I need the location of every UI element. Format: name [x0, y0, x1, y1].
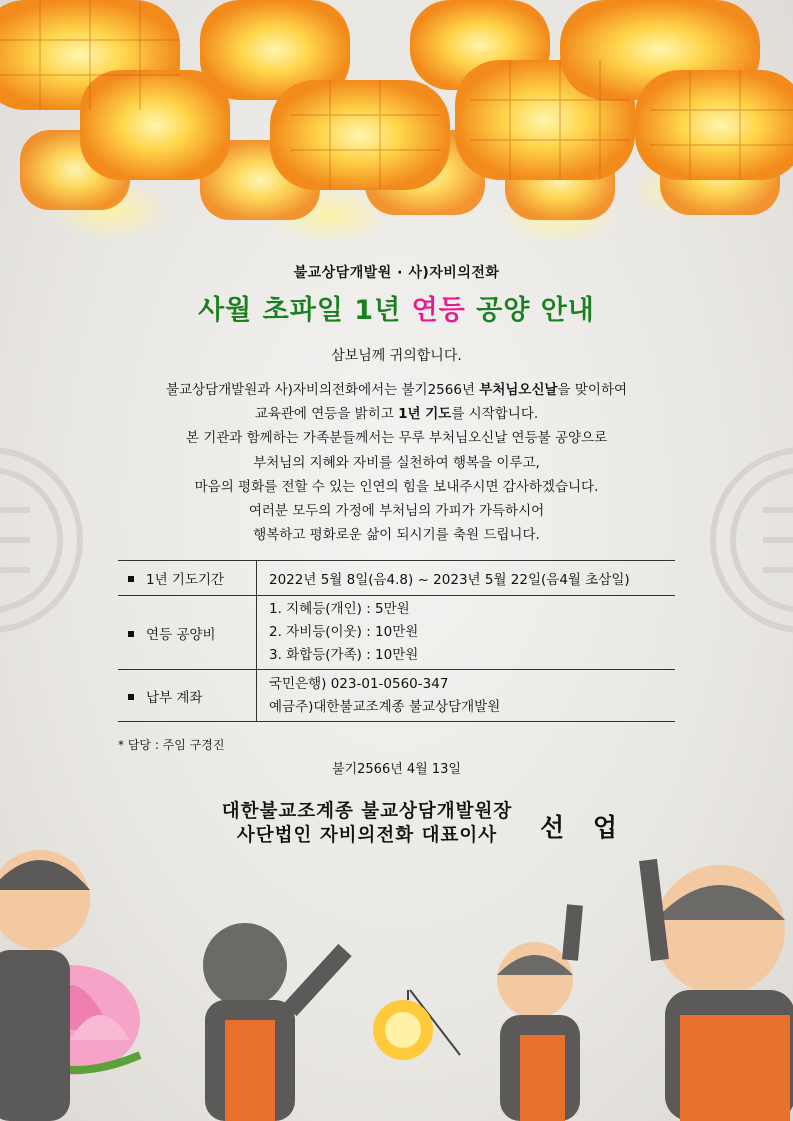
hanging-lantern: [373, 990, 460, 1060]
monk-right: [648, 860, 793, 1121]
square-bullet-icon: [128, 694, 134, 700]
account-holder: 예금주)대한불교조계종 불교상담개발원: [269, 698, 501, 715]
period-value: 2022년 5월 8일(음4.8) ~ 2023년 5월 22일(음4월 초삼일): [257, 561, 676, 596]
body-text: [0, 378, 793, 547]
body-line-6: 여러분 모두의 가정에 부처님의 가피가 가득하시어: [248, 503, 545, 520]
page-title: 사월 초파일 1년 연등 공양 안내: [198, 295, 595, 326]
square-bullet-icon: [128, 631, 134, 637]
body-line-3: 본 기관과 함께하는 가족분들께서는 무루 부처님오신날 연등불 공양으로: [185, 430, 608, 447]
body-line-1: 불교상담개발원과 사)자비의전화에서는 불기2566년 부처님오신날을 맞이하여: [165, 382, 628, 398]
organizations-line: 불교상담개발원 · 사)자비의전화: [293, 265, 500, 281]
account-label-cell: 납부 계좌: [118, 670, 257, 722]
offering-values: [257, 596, 676, 670]
monk-center-right: [497, 905, 580, 1121]
account-values: [257, 670, 676, 722]
monks-illustration: [0, 840, 793, 1121]
list-item: 2. 자비등(이웃) : 10만원: [269, 624, 419, 640]
square-bullet-icon: [128, 576, 134, 582]
manager-note: * 담당 : 주임 구경진: [118, 738, 225, 752]
date: 불기2566년 4월 13일: [332, 762, 461, 777]
body-line-5: 마음의 평화를 전할 수 있는 인연의 힘을 보내주시면 감사하겠습니다.: [194, 478, 599, 495]
signature-titles: 대한불교조계종 불교상담개발원장 사단법인 자비의전화 대표이사: [221, 801, 513, 846]
body-line-4: 부처님의 지혜와 자비를 실천하여 행복을 이루고,: [253, 454, 540, 471]
table-row: [118, 596, 675, 670]
info-table: [118, 560, 675, 722]
title-highlight: 연등: [411, 295, 466, 326]
period-label-cell: 1년 기도기간: [118, 561, 257, 596]
table-row: [118, 561, 675, 596]
greeting: 삼보님께 귀의합니다.: [331, 348, 462, 364]
body-line-7: 행복하고 평화로운 삶이 되시기를 축원 드립니다.: [253, 527, 540, 544]
monk-center-left: [203, 923, 345, 1121]
list-item: 1. 지혜등(개인) : 5만원: [269, 601, 410, 617]
account-number: 국민은행) 023-01-0560-347: [269, 675, 449, 692]
table-row: [118, 670, 675, 722]
lantern-garland-illustration: [0, 0, 793, 240]
front-lanterns: [0, 0, 793, 190]
offering-label-cell: 연등 공양비: [118, 596, 257, 670]
list-item: 3. 화합등(가족) : 10만원: [269, 647, 419, 663]
signature-name: 선 업: [540, 813, 628, 842]
body-line-2: 교육관에 연등을 밝히고 1년 기도를 시작합니다.: [254, 406, 539, 423]
